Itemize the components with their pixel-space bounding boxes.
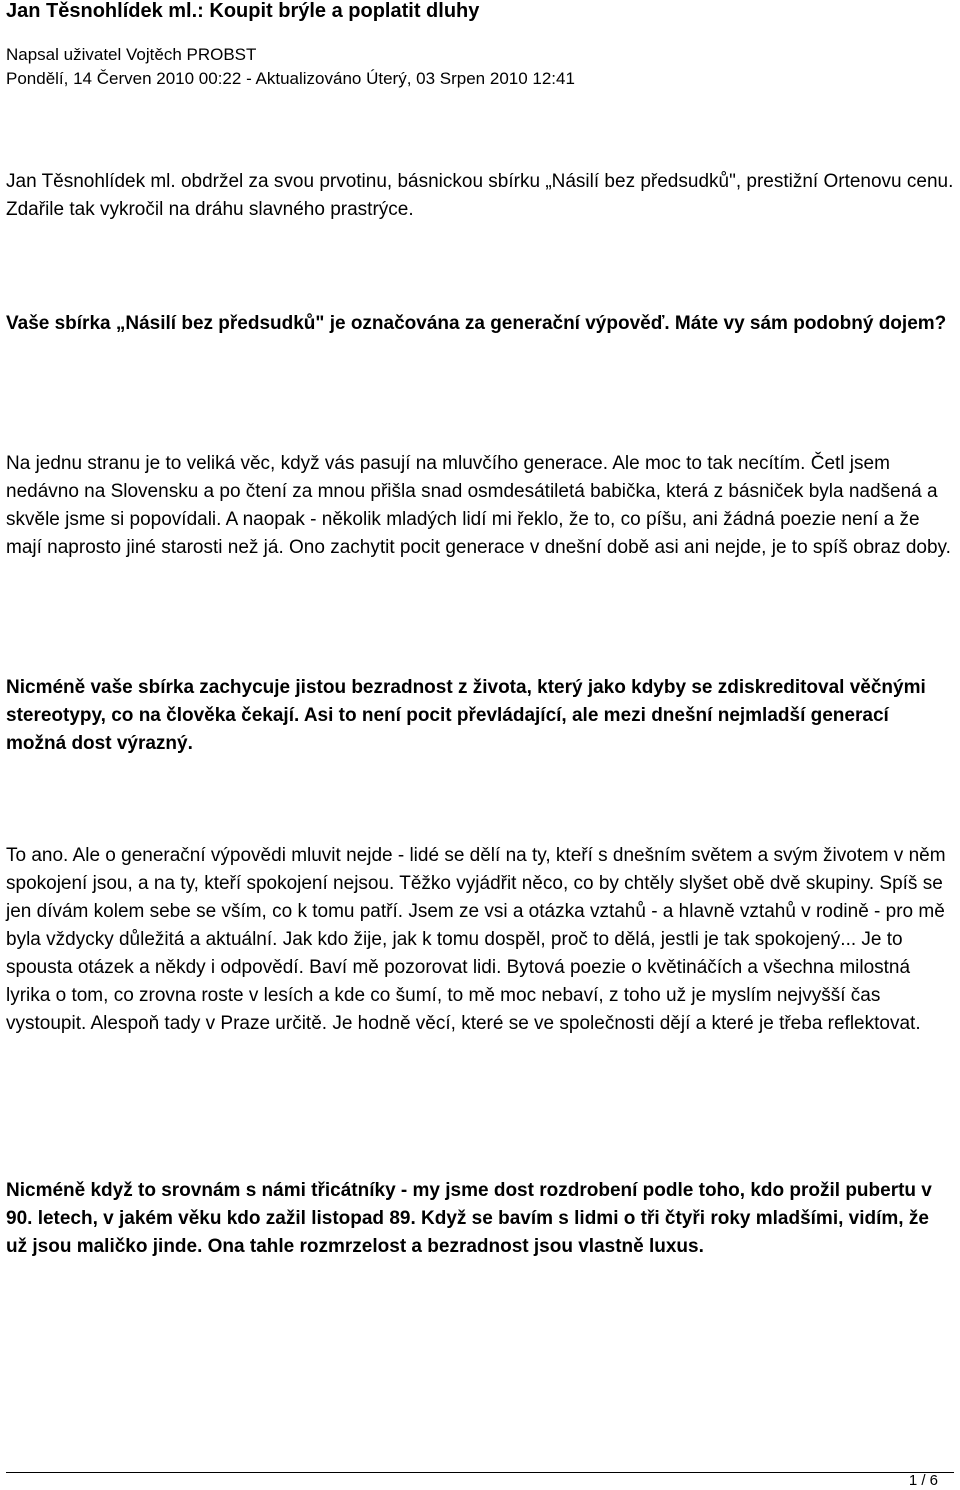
answer-paragraph: To ano. Ale o generační výpovědi mluvit nejde - lidé se dělí na ty, kteří s dnešním světem a svým životem v něm spokojení jsou, a na ty, kteří spokojení nejsou. Těžko vyjádřit něco, co by chtěly slyšet obě dvě skupiny. Spíš se jen dívám kolem sebe se vším, co k tomu patří. Jsem ze vsi a otázka vztahů - a hlavně vztahů v rodině - pro mě byla vždycky důležitá a aktuální. Jak kdo žije, jak k tomu dospěl, proč to dělá, jestli je tak spokojený... Je to spousta otázek a někdy i odpovědí. Baví mě pozorovat lidi. Bytová poezie o květináčích a všechna milostná lyrika o tom, co zrovna roste v lesích a kde co šumí, to mě moc nebaví, z toho už je myslím nejvyšší čas vystoupit. Alespoň tady v Praze určitě. Je hodně věcí, které se ve společnosti dějí a které je třeba reflektovat. [6, 845, 946, 1034]
answer-paragraph: Na jednu stranu je to veliká věc, když vás pasují na mluvčího generace. Ale moc to tak necítím. Četl jsem nedávno na Slovensku a po čtení za mnou přišla snad osmdesátiletá babička, která z básniček byla nadšená a skvěle jsme si popovídali. A naopak - několik mladých lidí mi řeklo, že to, co píšu, ani žádná poezie není a že mají naprosto jiné starosti než já. Ono zachytit pocit generace v dnešní době asi ani nejde, je to spíš obraz doby. [6, 453, 951, 558]
article-meta [6, 43, 575, 91]
intro-paragraph: Jan Těsnohlídek ml. obdržel za svou prvotinu, básnickou sbírku „Násilí bez předsudků", prestižní Ortenovu cenu. Zdařile tak vykročil na dráhu slavného prastrýce. [6, 171, 954, 220]
question-paragraph: Vaše sbírka „Násilí bez předsudků" je označována za generační výpověď. Máte vy sám podobný dojem? [6, 313, 947, 334]
page-number: 1 / 6 [908, 1472, 938, 1489]
footer-divider [6, 1472, 954, 1473]
question-paragraph: Nicméně vaše sbírka zachycuje jistou bezradnost z života, který jako kdyby se zdiskreditoval věčnými stereotypy, co na člověka čekají. Asi to není pocit převládající, ale mezi dnešní nejmladší generací možná dost výrazný. [6, 677, 926, 754]
date-line: Pondělí, 14 Červen 2010 00:22 - Aktualizováno Úterý, 03 Srpen 2010 12:41 [6, 69, 575, 88]
page-title: Jan Těsnohlídek ml.: Koupit brýle a poplatit dluhy [6, 0, 480, 22]
question-paragraph: Nicméně když to srovnám s námi třicátníky - my jsme dost rozdrobení podle toho, kdo prožil pubertu v 90. letech, v jakém věku kdo zažil listopad 89. Když se bavím s lidmi o tři čtyři roky mladšími, vidím, že už jsou maličko jinde. Ona tahle rozmrzelost a bezradnost jsou vlastně luxus. [6, 1180, 932, 1257]
author-line: Napsal uživatel Vojtěch PROBST [6, 45, 257, 64]
